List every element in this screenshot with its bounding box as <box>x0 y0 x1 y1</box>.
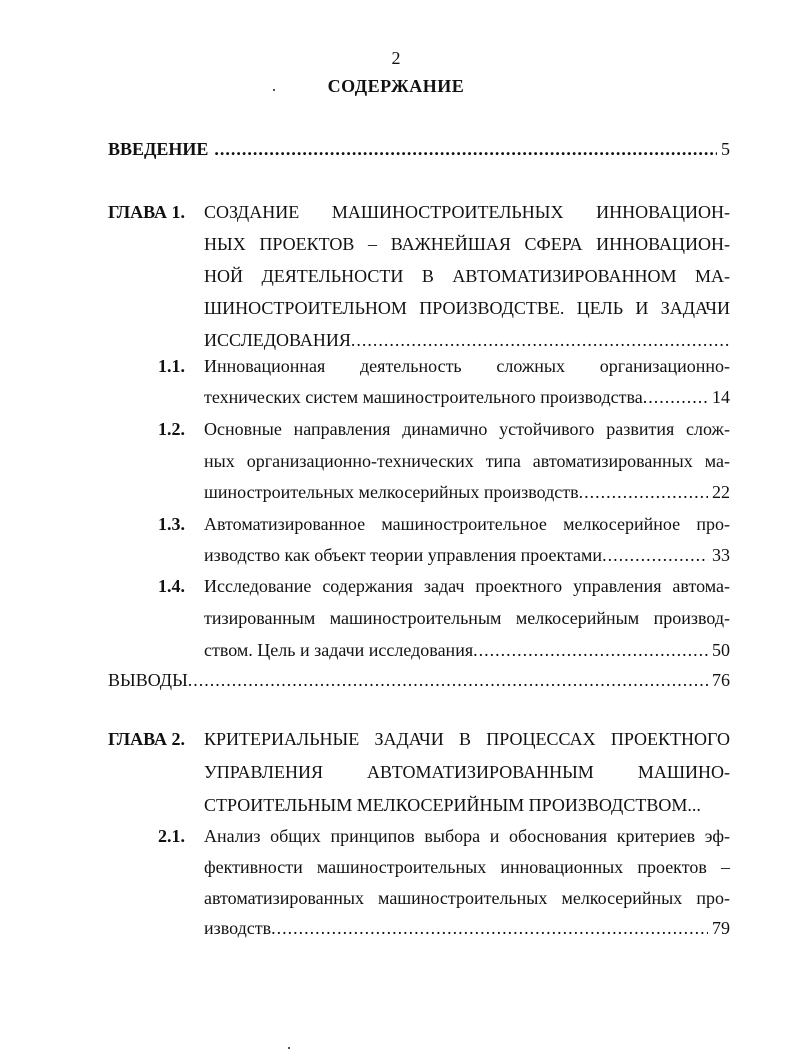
page-number: 2 <box>391 48 401 68</box>
dot-leader <box>351 327 730 353</box>
section-title-line: ством. Цель и задачи исследования <box>204 640 474 660</box>
page-title: СОДЕРЖАНИЕ <box>327 76 465 96</box>
section-number: 1.3. <box>158 514 185 534</box>
toc-entry-section-2-1[interactable] <box>204 915 730 941</box>
dot-leader <box>473 637 708 663</box>
chapter-title-line: НОЙ ДЕЯТЕЛЬНОСТИ В АВТОМАТИЗИРОВАННОМ МА- <box>204 266 730 286</box>
toc-entry-chapter-2[interactable] <box>204 792 730 818</box>
section-number: 1.2. <box>158 419 185 439</box>
toc-entry-chapter-1[interactable] <box>204 327 730 353</box>
section-title-line: шиностроительных мелкосерийных производств <box>204 482 579 502</box>
scan-speck <box>273 89 275 91</box>
toc-page-number: 76 <box>712 670 730 690</box>
section-title-line: изводств <box>204 918 272 938</box>
section-title-line: Основные направления динамично устойчивого развития слож- <box>204 419 730 439</box>
toc-page-number: 22 <box>712 482 730 502</box>
section-number: 1.1. <box>158 356 185 376</box>
toc-page-number: 50 <box>712 640 730 660</box>
section-title-line: Исследование содержания задач проектного управления автома- <box>204 576 730 596</box>
section-title-line: технических систем машиностроительного производства <box>204 387 643 407</box>
toc-entry-section-1-2[interactable] <box>204 479 730 505</box>
section-title-line: Инновационная деятельность сложных организационно- <box>204 356 730 376</box>
chapter-title-line: УПРАВЛЕНИЯ АВТОМАТИЗИРОВАННЫМ МАШИНО- <box>204 762 730 782</box>
section-title-line: ных организационно-технических типа автоматизированных ма- <box>204 451 730 471</box>
chapter-label: ГЛАВА 2. <box>108 729 186 749</box>
chapter-title-line: СТРОИТЕЛЬНЫМ МЕЛКОСЕРИЙНЫМ ПРОИЗВОДСТВОМ... <box>204 795 701 815</box>
section-title-line: тизированным машиностроительным мелкосерийным производ- <box>204 608 730 628</box>
toc-entry-section-1-1[interactable] <box>204 384 730 410</box>
dot-leader <box>579 479 708 505</box>
toc-entry-label: ВЫВОДЫ <box>108 670 188 690</box>
section-title-line: фективности машиностроительных инновационных проектов – <box>204 857 730 877</box>
chapter-title-line: ШИНОСТРОИТЕЛЬНОМ ПРОИЗВОДСТВЕ. ЦЕЛЬ И ЗАДАЧИ <box>204 298 730 318</box>
toc-entry-section-1-4[interactable] <box>204 637 730 663</box>
section-title-line: изводство как объект теории управления проектами <box>204 545 603 565</box>
toc-page-number: 79 <box>712 918 730 938</box>
toc-page-number: 33 <box>712 545 730 565</box>
dot-leader <box>643 384 708 410</box>
chapter-title-line: ИССЛЕДОВАНИЯ <box>204 330 351 350</box>
chapter-title-line: НЫХ ПРОЕКТОВ – ВАЖНЕЙШАЯ СФЕРА ИННОВАЦИОН- <box>204 234 730 254</box>
section-number: 1.4. <box>158 576 185 596</box>
toc-entry-introduction[interactable] <box>108 136 730 162</box>
toc-page-number: 14 <box>712 387 730 407</box>
scan-speck <box>288 1047 290 1049</box>
section-number: 2.1. <box>158 826 185 846</box>
dot-leader <box>271 915 708 941</box>
toc-entry-label: ВВЕДЕНИЕ <box>108 139 209 159</box>
section-title-line: Автоматизированное машиностроительное мелкосерийное про- <box>204 514 730 534</box>
toc-page-number: 5 <box>721 139 730 159</box>
chapter-label: ГЛАВА 1. <box>108 202 186 222</box>
toc-entry-conclusions[interactable] <box>108 667 730 693</box>
dot-leader <box>208 136 717 162</box>
section-title-line: автоматизированных машиностроительных мелкосерийных про- <box>204 888 730 908</box>
chapter-title-line: СОЗДАНИЕ МАШИНОСТРОИТЕЛЬНЫХ ИННОВАЦИОН- <box>204 202 730 222</box>
dot-leader <box>602 542 708 568</box>
toc-entry-section-1-3[interactable] <box>204 542 730 568</box>
section-title-line: Анализ общих принципов выбора и обоснования критериев эф- <box>204 826 730 846</box>
dot-leader <box>188 667 708 693</box>
chapter-title-line: КРИТЕРИАЛЬНЫЕ ЗАДАЧИ В ПРОЦЕССАХ ПРОЕКТНОГО <box>204 729 730 749</box>
